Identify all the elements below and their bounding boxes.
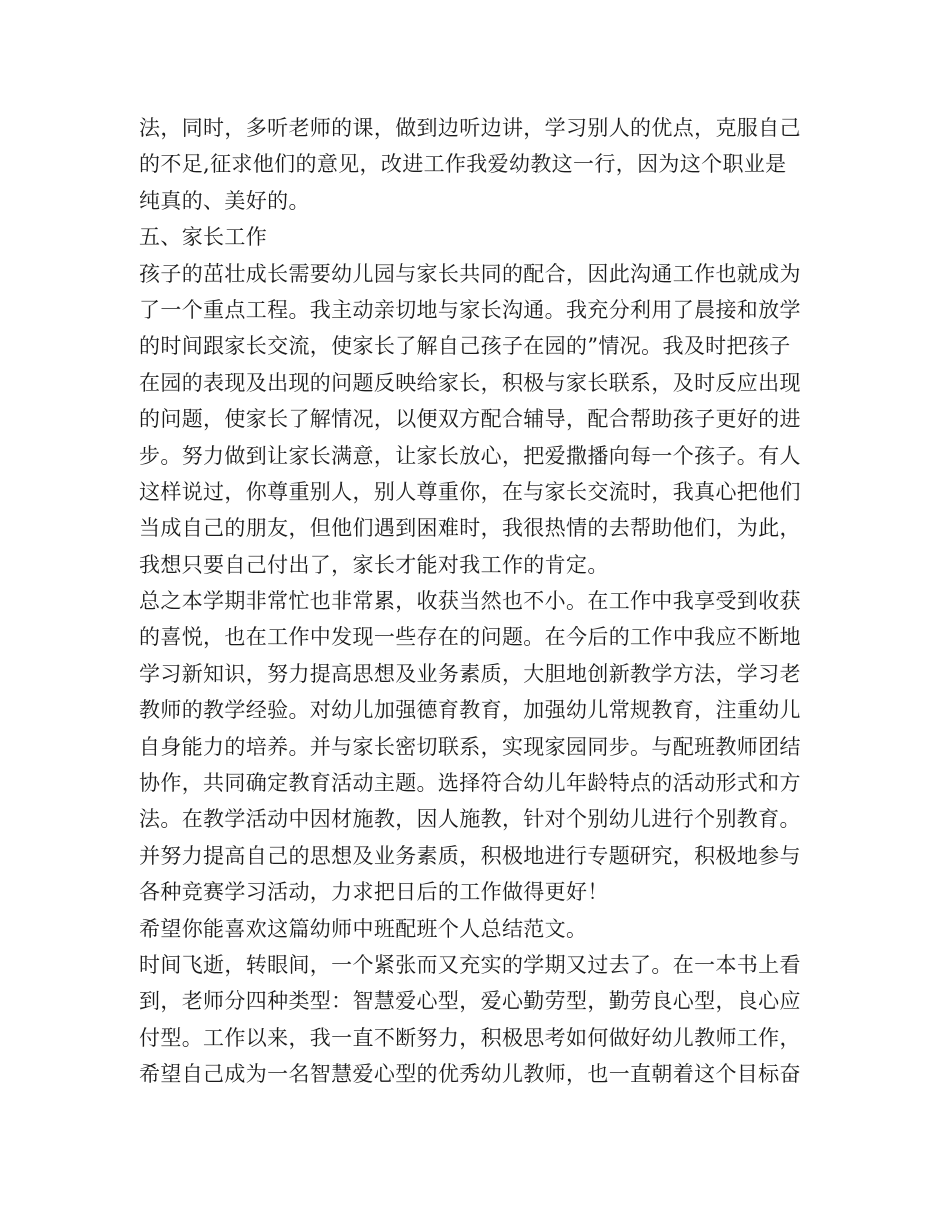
document-body [139,110,819,1093]
text-line: 自身能力的培养。并与家长密切联系，实现家园同步。与配班教师团结 [139,734,801,759]
text-line: 希望你能喜欢这篇幼师中班配班个人总结范文。 [139,916,588,941]
text-line: 的不足,征求他们的意见，改进工作我爱幼教这一行，因为这个职业是 [139,152,787,177]
text-line: 纯真的、美好的。 [139,188,310,213]
text-line: 的问题，使家长了解情况，以便双方配合辅导，配合帮助孩子更好的进 [139,407,801,432]
text-line: 到，老师分四种类型：智慧爱心型，爱心勤劳型，勤劳良心型，良心应 [139,989,801,1014]
text-line: 法。在教学活动中因材施教，因人施教，针对个别幼儿进行个别教育。 [139,807,801,832]
text-line: 当成自己的朋友，但他们遇到困难时，我很热情的去帮助他们，为此， [139,516,801,541]
text-line: 这样说过，你尊重别人，别人尊重你，在与家长交流时，我真心把他们 [139,479,801,504]
text-line: 学习新知识，努力提高思想及业务素质，大胆地创新教学方法，学习老 [139,661,801,686]
text-line: 教师的教学经验。对幼儿加强德育教育，加强幼儿常规教育，注重幼儿 [139,698,801,723]
text-line: 法，同时，多听老师的课，做到边听边讲，学习别人的优点，克服自己 [139,116,801,140]
text-line: 的时间跟家长交流，使家长了解自己孩子在园的”情况。我及时把孩子 [139,334,791,359]
text-line: 协作，共同确定教育活动主题。选择符合幼儿年龄特点的活动形式和方 [139,771,801,796]
text-line: 总之本学期非常忙也非常累，收获当然也不小。在工作中我享受到收获 [139,589,801,614]
section-heading: 五、家长工作 [139,225,268,250]
text-line: 时间飞逝，转眼间，一个紧张而又充实的学期又过去了。在一本书上看 [139,952,801,977]
text-line: 了一个重点工程。我主动亲切地与家长沟通。我充分利用了晨接和放学 [139,297,801,322]
text-line: 我想只要自己付出了，家长才能对我工作的肯定。 [139,552,609,577]
text-line: 希望自己成为一名智慧爱心型的优秀幼儿教师，也一直朝着这个目标奋 [139,1062,801,1087]
text-line: 步。努力做到让家长满意，让家长放心，把爱撒播向每一个孩子。有人 [139,443,801,468]
text-line: 各种竞赛学习活动，力求把日后的工作做得更好！ [139,880,609,905]
text-line: 孩子的茁壮成长需要幼儿园与家长共同的配合，因此沟通工作也就成为 [139,261,801,286]
text-line: 并努力提高自己的思想及业务素质，积极地进行专题研究，积极地参与 [139,843,801,868]
text-line: 付型。工作以来，我一直不断努力，积极思考如何做好幼儿教师工作， [139,1025,801,1050]
text-line: 的喜悦，也在工作中发现一些存在的问题。在今后的工作中我应不断地 [139,625,801,650]
text-line: 在园的表现及出现的问题反映给家长，积极与家长联系，及时反应出现 [139,370,801,395]
